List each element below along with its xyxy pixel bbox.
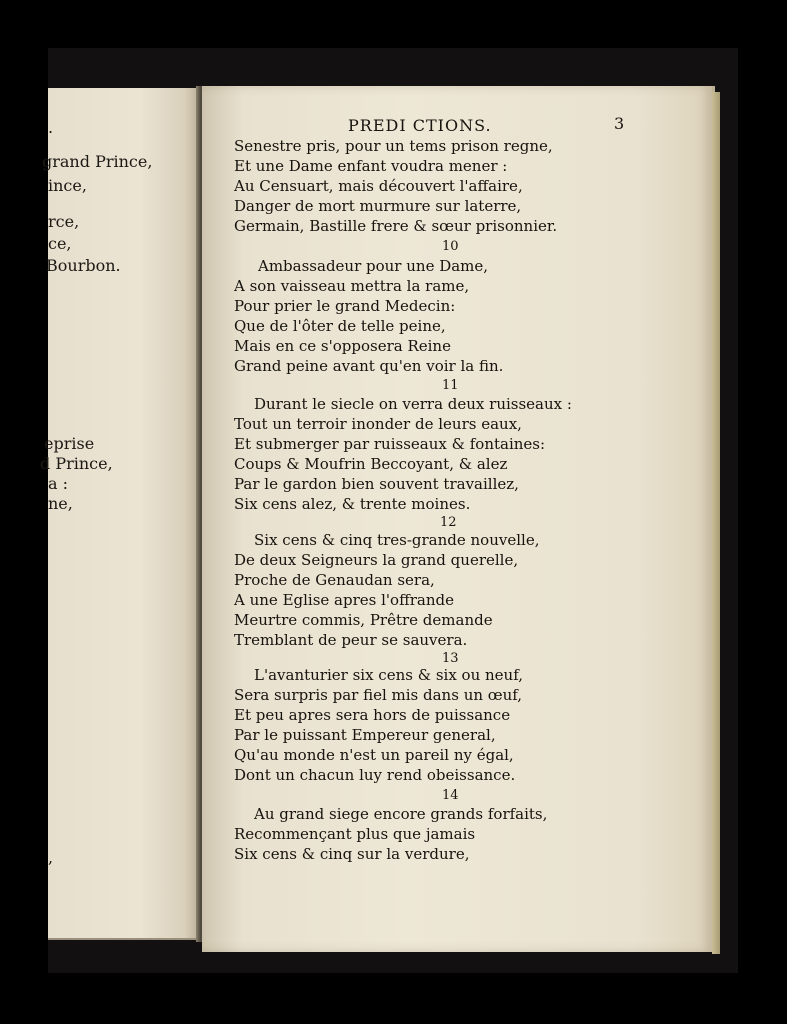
verse-line: Sera surpris par fiel mis dans un œuf, bbox=[234, 686, 523, 704]
verse-line: Au Censuart, mais découvert l'affaire, bbox=[234, 177, 523, 195]
verse-line: De deux Seigneurs la grand querelle, bbox=[234, 551, 519, 569]
left-page-line: . bbox=[48, 118, 54, 137]
verse-line: Au grand siege encore grands forfaits, bbox=[254, 805, 548, 823]
left-page-line: ce, bbox=[48, 234, 72, 253]
verse-line: Senestre pris, pour un tems prison regne, bbox=[234, 137, 553, 155]
left-page-line: d Prince, bbox=[40, 454, 113, 473]
page-edge bbox=[712, 92, 720, 954]
verse-line: Coups & Moufrin Beccoyant, & alez bbox=[234, 455, 508, 473]
verse-line: L'avanturier six cens & six ou neuf, bbox=[254, 666, 523, 684]
verse-line: A son vaisseau mettra la rame, bbox=[234, 277, 470, 295]
verse-line: Mais en ce s'opposera Reine bbox=[234, 337, 451, 355]
verse-line: Proche de Genaudan sera, bbox=[234, 571, 435, 589]
verse-line: Et peu apres sera hors de puissance bbox=[234, 706, 511, 724]
left-page-line: rce, bbox=[48, 212, 80, 231]
verse-line: Par le puissant Empereur general, bbox=[234, 726, 496, 744]
stanza-number: 12 bbox=[440, 515, 457, 530]
left-page-line: ince, bbox=[48, 176, 87, 195]
verse-line: Pour prier le grand Medecin: bbox=[234, 297, 456, 315]
left-page-line: , bbox=[48, 848, 54, 867]
verse-line: Six cens & cinq sur la verdure, bbox=[234, 845, 470, 863]
verse-line: Durant le siecle on verra deux ruisseaux : bbox=[254, 395, 572, 413]
left-page-line: eprise bbox=[44, 434, 95, 453]
verse-line: Six cens & cinq tres-grande nouvelle, bbox=[254, 531, 540, 549]
verse-line: Et une Dame enfant voudra mener : bbox=[234, 157, 508, 175]
book-photo-frame bbox=[40, 48, 738, 973]
left-page-line: ne, bbox=[48, 494, 73, 513]
stanza-number: 11 bbox=[442, 378, 459, 393]
verse-line: Meurtre commis, Prêtre demande bbox=[234, 611, 493, 629]
verse-line: Tremblant de peur se sauvera. bbox=[234, 631, 468, 649]
verse-line: Dont un chacun luy rend obeissance. bbox=[234, 766, 516, 784]
stanza-number: 10 bbox=[442, 239, 459, 254]
left-page bbox=[40, 88, 200, 940]
running-header: PREDI CTIONS. bbox=[348, 116, 492, 135]
verse-line: Que de l'ôter de telle peine, bbox=[234, 317, 446, 335]
left-page-line: grand Prince, bbox=[42, 152, 153, 171]
verse-line: Tout un terroir inonder de leurs eaux, bbox=[234, 415, 522, 433]
verse-line: A une Eglise apres l'offrande bbox=[234, 591, 454, 609]
stanza-number: 14 bbox=[442, 788, 459, 803]
verse-line: Danger de mort murmure sur laterre, bbox=[234, 197, 522, 215]
verse-line: Recommençant plus que jamais bbox=[234, 825, 476, 843]
verse-line: Qu'au monde n'est un pareil ny égal, bbox=[234, 746, 514, 764]
verse-line: Germain, Bastille frere & sœur prisonnier. bbox=[234, 217, 558, 235]
page-number: 3 bbox=[614, 114, 625, 133]
verse-line: Six cens alez, & trente moines. bbox=[234, 495, 471, 513]
verse-line: Et submerger par ruisseaux & fontaines: bbox=[234, 435, 546, 453]
stanza-number: 13 bbox=[442, 651, 459, 666]
verse-line: Ambassadeur pour une Dame, bbox=[258, 257, 489, 275]
verse-line: Par le gardon bien souvent travaillez, bbox=[234, 475, 519, 493]
verse-line: Grand peine avant qu'en voir la fin. bbox=[234, 357, 504, 375]
left-page-line: Bourbon. bbox=[46, 256, 121, 275]
left-page-line: a : bbox=[48, 474, 69, 493]
